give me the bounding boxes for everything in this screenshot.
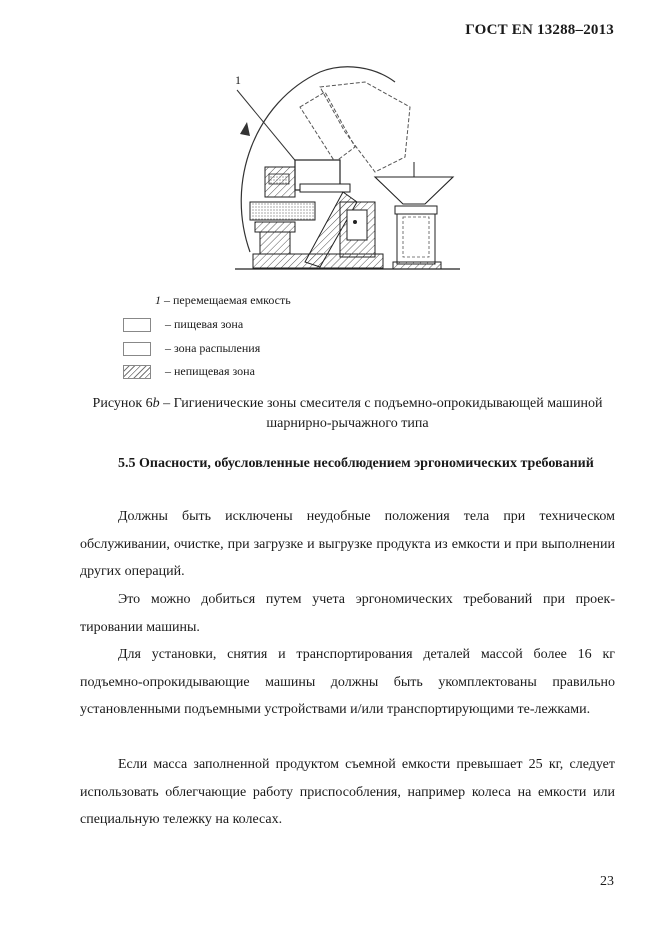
spray-zone-swatch xyxy=(123,342,151,356)
raised-container-outline xyxy=(320,82,410,172)
nonfood-zone-swatch xyxy=(123,365,151,379)
legend-label: – непищевая зона xyxy=(165,364,255,378)
legend-label: – пищевая зона xyxy=(165,317,244,331)
legend-caption xyxy=(155,293,291,308)
legend-row-nonfood-zone xyxy=(123,364,255,379)
figure-title-prefix: Рисунок 6 xyxy=(92,396,153,411)
figure-title xyxy=(80,394,615,434)
legend-caption-number: 1 xyxy=(155,293,161,307)
callout-number: 1 xyxy=(235,73,241,87)
receiving-hopper xyxy=(375,177,453,204)
lifting-arm-outline xyxy=(300,92,355,162)
legend-row-spray-zone xyxy=(123,341,260,356)
paragraph: Это можно добиться путем учета эргономических требований при проек-тировании машины. xyxy=(80,592,615,635)
mixer-head-food-zone xyxy=(269,174,289,184)
hopper-base xyxy=(393,262,441,269)
food-zone-swatch xyxy=(123,318,151,332)
mixer-bowl xyxy=(250,202,315,220)
mixer-base-top xyxy=(255,222,295,232)
paragraph: Для установки, снятия и транспортирования деталей массой более 16 кг подъемно-опрокидывающие машины должны быть укомплектованы правильно установленными подъемными устройствами и/или транспортирующими те-лежками. xyxy=(80,647,615,717)
mixer-column xyxy=(260,232,290,254)
lift-column-window xyxy=(347,210,367,240)
arc-arrow xyxy=(240,122,250,136)
hopper-neck xyxy=(395,206,437,214)
mixer-hygiene-zones-figure xyxy=(225,62,470,277)
figure-title-text: – Гигиенические зоны смесителя с подъемно-опрокидывающей машиной шарнирно-рычажного типа xyxy=(159,396,603,431)
paragraph: Если масса заполненной продуктом съемной емкости превышает 25 кг, следует использовать облегчающие работу приспособления, например колеса на емкости или специальную тележку на колесах. xyxy=(80,757,615,827)
paragraph: Должны быть исключены неудобные положения тела при техническом обслуживании, очистке, при загрузке и выгрузке продукта из емкости и при выполнении других операций. xyxy=(80,509,615,579)
figure-title-letter: b xyxy=(152,396,160,411)
section-heading: 5.5 Опасности, обусловленные несоблюдением эргономических требований xyxy=(118,456,594,471)
pivot-point xyxy=(353,220,357,224)
page-number: 23 xyxy=(600,874,614,889)
legend-caption-text: – перемещаемая емкость xyxy=(161,293,291,307)
mixer-drawing xyxy=(225,62,470,277)
legend-label: – зона распыления xyxy=(165,341,261,355)
bowl-rim xyxy=(300,184,350,192)
legend-row-food-zone xyxy=(123,317,243,332)
document-standard-header: ГОСТ EN 13288–2013 xyxy=(465,22,614,38)
